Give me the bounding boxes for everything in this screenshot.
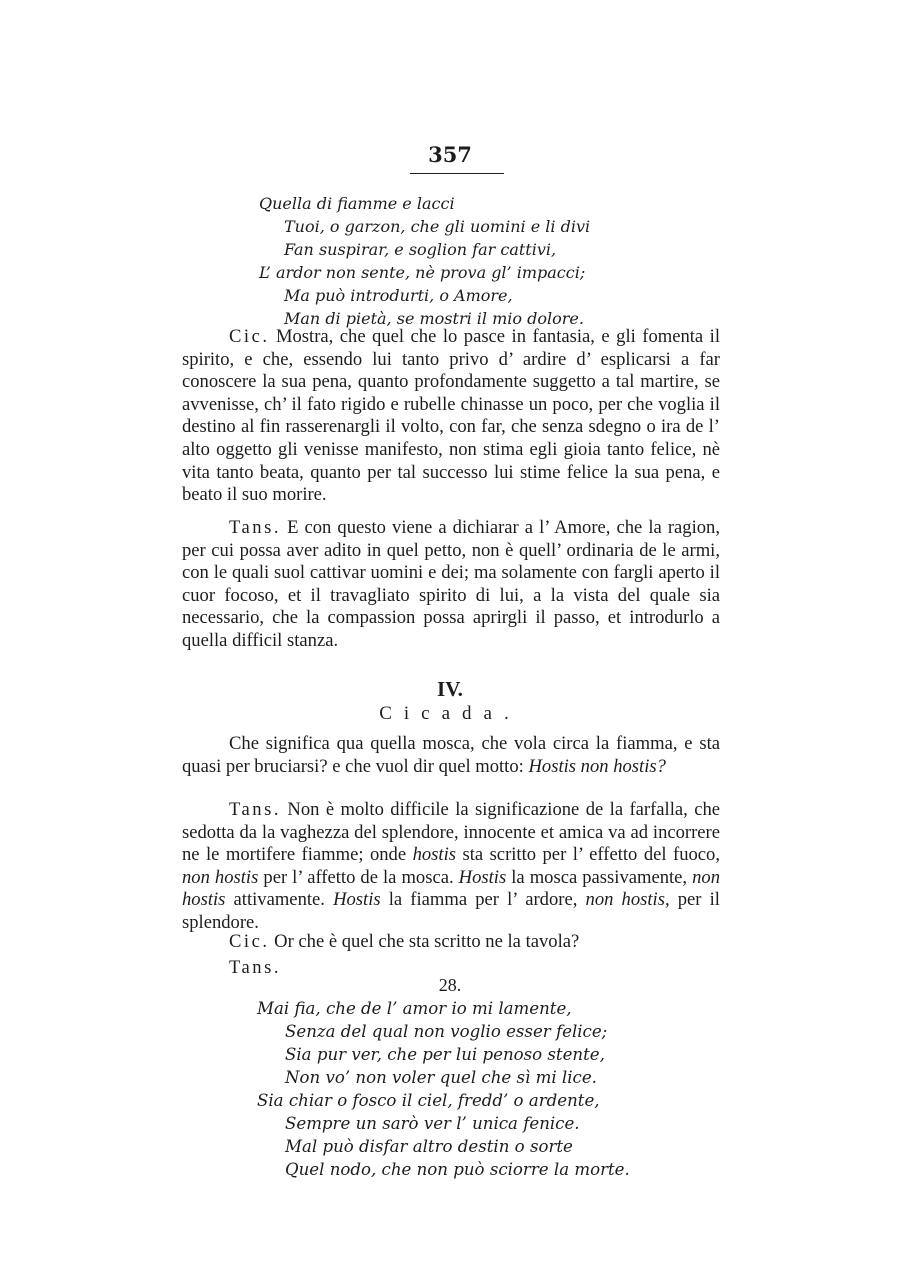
- header-rule: [410, 173, 504, 174]
- verse-line: Sia pur ver, che per lui penoso stente,: [285, 1045, 605, 1064]
- paragraph-text: Non è molto difficile la significazione de la farfalla, che sedotta da la vaghezza del splendore, innocente et amica va ad incorrere ne le mortifere fiamme; onde: [182, 799, 720, 866]
- speaker-label: Cic.: [229, 931, 270, 952]
- dialogue-paragraph-tansillo-1: [182, 517, 720, 653]
- verse-line: Quel nodo, che non può sciorre la morte.: [285, 1160, 630, 1179]
- dialogue-paragraph-cicada-3: [182, 931, 720, 954]
- section-number: IV.: [437, 677, 463, 701]
- verse-line: Man di pietà, se mostri il mio dolore.: [284, 309, 584, 328]
- sonnet-verse: [257, 997, 630, 1181]
- speaker-label: Cic.: [229, 326, 270, 347]
- emphasis-text: non hostis: [182, 866, 721, 911]
- verse-line: Quella di fiamme e lacci: [259, 194, 455, 213]
- verse-line: Senza del qual non voglio esser felice;: [285, 1022, 608, 1041]
- paragraph-text: la fiamma per l’ ardore,: [388, 889, 578, 911]
- paragraph-text: per il splendore.: [182, 889, 720, 933]
- emphasis-text: non hostis,: [585, 889, 670, 911]
- emphasis-text: Hostis: [458, 866, 507, 888]
- paragraph-text: attivamente.: [233, 889, 325, 911]
- page-number: 357: [428, 142, 472, 167]
- verse-line: Mal può disfar altro destin o sorte: [285, 1137, 573, 1156]
- paragraph-text: E con questo viene a dichiarar a l’ Amore, che la ragion, per cui possa aver adito in quel petto, non è quell’ ordinaria de le armi, con le quali suol cattivar uomini e dei; ma solamente con fargli aperto il cuor focoso, et il travagliato spirito di lui, a la vista del quale sia necessario, che la compassion possa aprirgli il passo, et introdurlo a quella difficil stanza.: [182, 517, 720, 651]
- verse-line: Mai fia, che de l’ amor io mi lamente,: [257, 999, 572, 1018]
- paragraph-text: per l’ affetto de la mosca.: [263, 866, 454, 888]
- speaker-label: Tans.: [229, 799, 281, 820]
- paragraph-text: Mostra, che quel che lo pasce in fantasia, e gli fomenta il spirito, e che, essendo lui tanto privo d’ ardire d’ esplicarsi a far conoscere la sua pena, quanto profondamente suggetto a tal martire, se avvenisse, ch’ il fato rigido e rubelle chinasse un poco, per che voglia il destino al fin rasserenargli il volto, con far, che senza sdegno o ira de l’ alto oggetto gli venisse manifesto, non stima egli gioia tanto felice, nè vita tanto beata, quanto per tal successo lui stime felice la sua pena, e beato il suo morire.: [182, 326, 720, 506]
- verse-line: Ma può introdurti, o Amore,: [284, 286, 513, 305]
- emphasis-text: hostis: [412, 844, 456, 866]
- verse-line: Tuoi, o garzon, che gli uomini e li divi: [284, 217, 591, 236]
- section-title: Cicada.: [379, 703, 521, 724]
- paragraph-text: Or che è quel che sta scritto ne la tavola?: [274, 931, 580, 952]
- emphasis-text: non hostis: [182, 866, 259, 888]
- motto-text: Hostis non hostis?: [528, 755, 666, 777]
- verse-stanza-top: [259, 192, 590, 330]
- paragraph-text: Che significa qua quella mosca, che vola circa la fiamma, e sta quasi per bruciarsi? e che vuol dir quel motto:: [182, 733, 720, 777]
- verse-line: Fan suspirar, e soglion far cattivi,: [284, 240, 557, 259]
- verse-line: L’ ardor non sente, nè prova gl’ impacci;: [259, 263, 586, 282]
- sonnet-number: 28.: [438, 975, 462, 995]
- dialogue-paragraph-tansillo-2: [182, 799, 720, 935]
- speaker-label: Tans.: [229, 517, 281, 538]
- verse-line: Sempre un sarò ver l’ unica fenice.: [285, 1114, 580, 1133]
- dialogue-paragraph-cicada-1: [182, 326, 720, 507]
- dialogue-paragraph-cicada-2: [182, 733, 720, 778]
- speaker-label: Tans.: [229, 957, 281, 978]
- verse-line: Non vo’ non voler quel che sì mi lice.: [285, 1068, 597, 1087]
- paragraph-text: sta scritto per l’ effetto del fuoco,: [462, 844, 720, 866]
- paragraph-text: la mosca passivamente,: [511, 866, 688, 888]
- emphasis-text: Hostis: [333, 889, 381, 911]
- verse-line: Sia chiar o fosco il ciel, fredd’ o ardente,: [257, 1091, 600, 1110]
